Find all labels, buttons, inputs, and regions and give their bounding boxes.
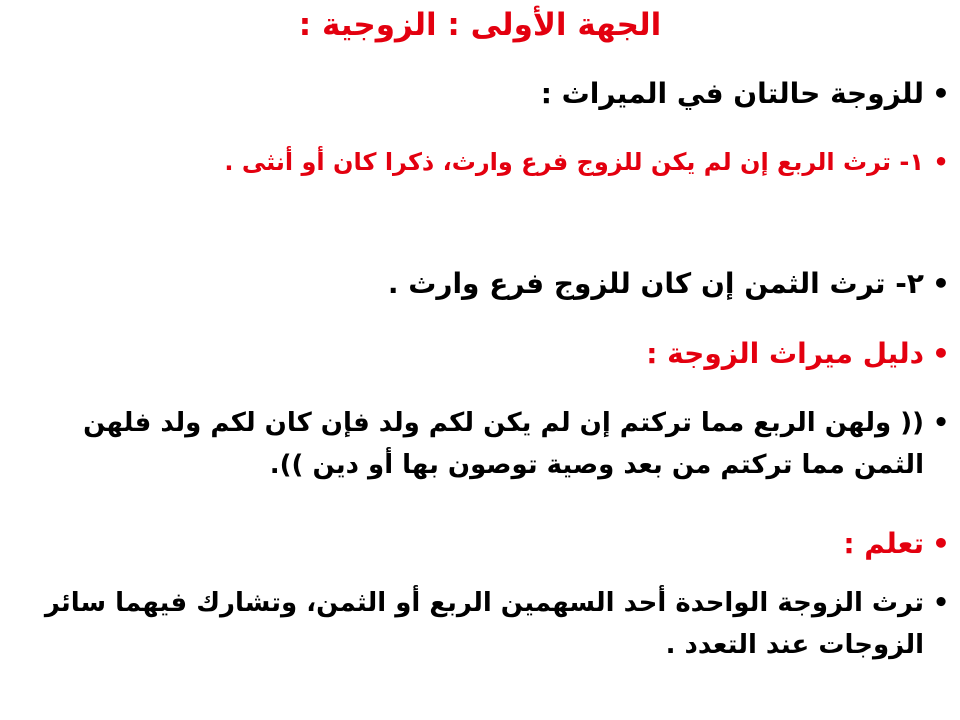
bullet-learn-heading xyxy=(14,522,952,566)
bullet-text: دليل ميراث الزوجة : xyxy=(646,337,924,370)
bullet-evidence-heading xyxy=(14,332,952,376)
bullet-eighth-share xyxy=(14,262,952,306)
bullet-wife-cases xyxy=(14,72,952,116)
bullet-multiple-wives xyxy=(14,582,952,666)
bullet-text: ٢- ترث الثمن إن كان للزوج فرع وارث . xyxy=(387,267,924,300)
slide-title: الجهة الأولى : الزوجية : xyxy=(298,7,662,43)
bullet-text: تعلم : xyxy=(843,527,924,560)
bullet-text: للزوجة حالتان في الميراث : xyxy=(540,77,924,110)
bullet-text: (( ولهن الربع مما تركتم إن لم يكن لكم ولد فإن كان لكم ولد فلهن الثمن مما تركتم من بعد وصية توصون بها أو دين )). xyxy=(83,408,924,480)
bullet-quran-verse xyxy=(14,402,952,486)
bullet-text: ١- ترث الربع إن لم يكن للزوج فرع وارث، ذكرا كان أو أنثى . xyxy=(224,148,924,176)
bullet-text: ترث الزوجة الواحدة أحد السهمين الربع أو الثمن، وتشارك فيهما سائر الزوجات عند التعدد . xyxy=(44,588,924,660)
bullet-quarter-share xyxy=(14,142,952,182)
